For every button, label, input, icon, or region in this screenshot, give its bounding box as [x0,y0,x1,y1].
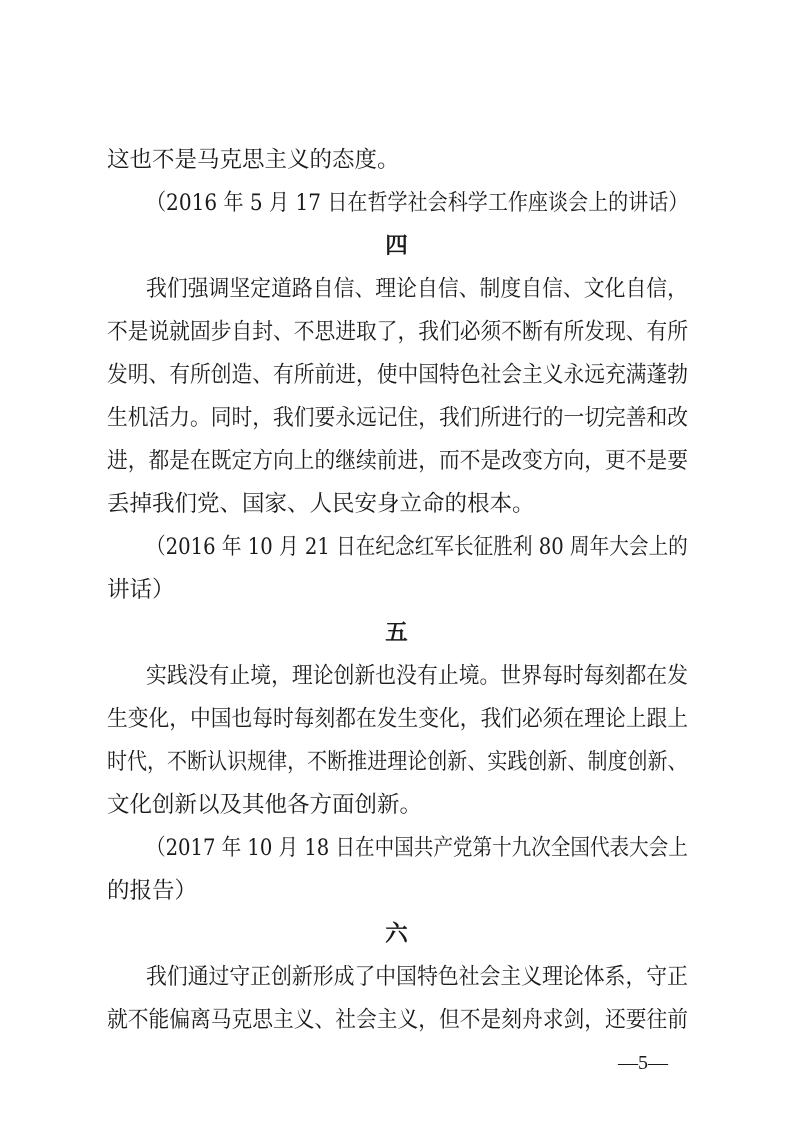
paragraph-line: 我们强调坚定道路自信、理论自信、制度自信、文化自信， [146,276,689,302]
paragraph-line: 这也不是马克思主义的态度。 [107,147,400,173]
source-citation: （2017 年 10 月 18 日在中国共产党第十九次全国代表大会上 [146,835,688,861]
source-citation: （2016 年 5 月 17 日在哲学社会科学工作座谈会上的讲话） [146,190,689,216]
page-number: —5— [618,1052,668,1074]
paragraph-line: 文化创新以及其他各方面创新。 [107,792,423,818]
paragraph-line: 发明、有所创造、有所前进，使中国特色社会主义永远充满蓬勃 [107,362,689,388]
paragraph-line: 丢掉我们党、国家、人民安身立命的根本。 [107,491,535,517]
paragraph-line: 我们通过守正创新形成了中国特色社会主义理论体系，守正 [146,964,689,990]
paragraph-line: 就不能偏离马克思主义、社会主义，但不是刻舟求剑，还要往前 [107,1007,689,1033]
paragraph-line: 生机活力。同时，我们要永远记住，我们所进行的一切完善和改 [107,405,689,431]
paragraph-line: 进，都是在既定方向上的继续前进，而不是改变方向，更不是要 [107,448,689,474]
source-citation: 的报告） [107,878,198,904]
section-heading: 四 [385,233,408,259]
source-citation: 讲话） [107,577,175,603]
section-heading: 五 [385,620,408,646]
section-heading: 六 [385,921,408,947]
paragraph-line: 生变化，中国也每时每刻都在发生变化，我们必须在理论上跟上 [107,706,689,732]
paragraph-line: 时代，不断认识规律，不断推进理论创新、实践创新、制度创新、 [107,749,688,775]
source-citation: （2016 年 10 月 21 日在纪念红军长征胜利 80 周年大会上的 [146,534,688,560]
paragraph-line: 不是说就固步自封、不思进取了，我们必须不断有所发现、有所 [107,319,689,345]
paragraph-line: 实践没有止境，理论创新也没有止境。世界每时每刻都在发 [146,663,689,689]
